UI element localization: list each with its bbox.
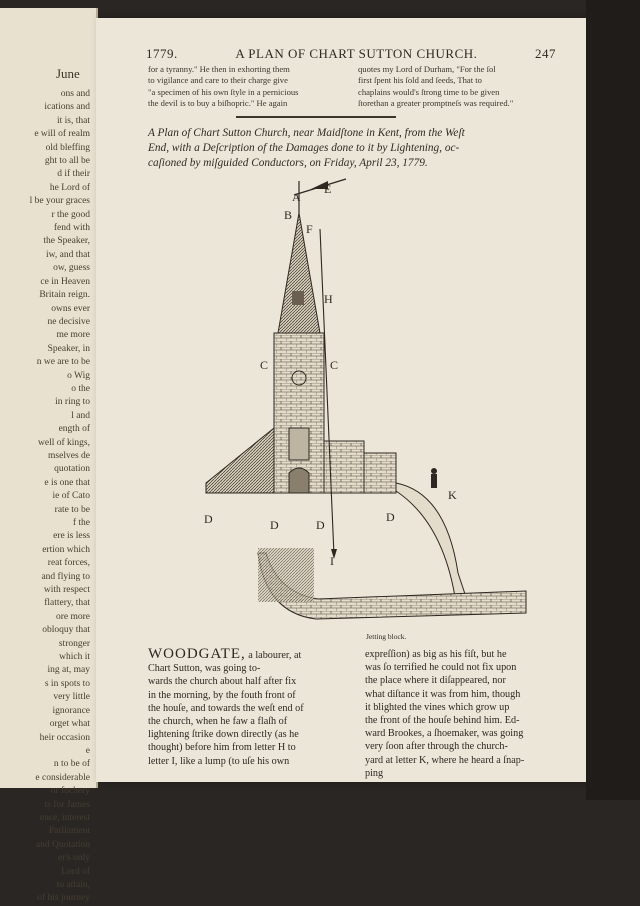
continued-text-line: ſtorethan a greater promptneſs was required." (358, 98, 514, 109)
continued-text-line: for a tyranny." He then in exhorting them (148, 64, 290, 74)
article-line: was ſo terrified he could not fix upon (365, 662, 517, 674)
first-line-rest: a labourer, at (245, 650, 302, 661)
wall-end (258, 548, 314, 602)
previous-page-line: ie of Cato (52, 491, 90, 502)
figure-caption (148, 126, 560, 171)
section-rule (236, 116, 396, 118)
previous-page-line: rate to be (54, 504, 90, 515)
article-line: the houſe, and towards the weſt end of (148, 702, 304, 714)
article-line: wards the church about half after fix (148, 676, 297, 688)
previous-page-line: e (85, 745, 90, 756)
previous-page-line: ght to all be (44, 156, 90, 167)
article-line: thought) before him from letter H to (148, 742, 296, 754)
page-year: 1779. (146, 46, 178, 61)
article-line: lightening ſtrike down directly (as he (148, 729, 299, 741)
previous-page-running-head: June (56, 66, 80, 81)
continued-text (148, 64, 558, 110)
previous-page-line: reat forces, (47, 558, 90, 569)
previous-page-line: quotation (54, 464, 90, 475)
article-line: what diſtance it was from him, though (365, 688, 521, 700)
article-line: ward Brookes, a ſhoemaker, was going (365, 728, 524, 740)
previous-page-line: the Speaker, (43, 236, 90, 247)
article-first-line (148, 648, 351, 662)
article-line: very ſoon after through the church- (365, 741, 508, 753)
previous-page-line: r the good (51, 209, 90, 220)
continued-text-line: "a specimen of his own ſtyle in a pernicious (148, 86, 299, 97)
previous-page-line: o the (71, 383, 90, 394)
weather-vane (294, 179, 346, 213)
jetting-block-label: Jetting block. (366, 632, 407, 641)
previous-page-line: it is, that (57, 115, 90, 126)
article-line: letter I, like a lump (to uſe his own (148, 755, 290, 767)
previous-page-line: s in spots to (44, 678, 90, 689)
label-d-4: D (386, 510, 395, 524)
previous-page-line: ts for James (44, 799, 90, 810)
previous-page-line: o Wig (67, 370, 90, 381)
continued-text-right-column (358, 64, 558, 110)
running-head (146, 46, 556, 62)
article-line: the place where it diſappeared, nor (365, 675, 506, 687)
previous-page-line: l and (71, 410, 90, 421)
article-line: the front of the houſe behind him. Ed- (365, 715, 520, 727)
label-b: B (284, 208, 293, 222)
previous-page-line: ow, guess (53, 263, 90, 274)
spire-louvre (292, 291, 304, 305)
previous-page-line: ing at, may (47, 665, 90, 676)
drop-cap-word: WOODGATE, (148, 646, 246, 662)
previous-page-line: ce in Heaven (40, 276, 90, 287)
article-text (148, 648, 568, 780)
previous-page-line: er's only (57, 853, 90, 864)
label-e: E (324, 182, 332, 196)
label-d-1: D (204, 512, 213, 526)
previous-page-line: me more (56, 330, 90, 341)
previous-page-line: ications and (44, 102, 90, 113)
previous-page-line: f the (72, 518, 90, 528)
previous-page-line: Parliament (48, 826, 90, 837)
previous-page-line: with respect (43, 585, 90, 596)
label-c-right: C (330, 358, 339, 372)
previous-page-line: to attain, (56, 879, 90, 890)
article-line: yard at letter K, where he heard a ſnap- (365, 754, 525, 766)
previous-page-line: n we are to be (36, 357, 90, 368)
previous-page-line: ere is less (53, 531, 90, 542)
article-line: Chart Sutton, was going to- (148, 663, 261, 675)
caption-line: A Plan of Chart Sutton Church, near Maidſtone in Kent, from the Weſt (148, 127, 465, 139)
label-h: H (324, 292, 333, 306)
continued-text-left-column (148, 64, 348, 110)
article-line: it blighted the vines which grow up (365, 701, 510, 713)
continued-text-line: to vigilance and care to their charge give (148, 75, 288, 86)
previous-page-line: of his journey (37, 893, 90, 904)
previous-page-line: mselves de (48, 450, 90, 461)
west-aisle (206, 428, 274, 493)
background-edge (586, 0, 640, 800)
churchyard-path (396, 483, 468, 603)
previous-page-line: orget what (49, 719, 90, 730)
page (96, 18, 586, 782)
caption-line: End, with a Deſcription of the Damages done to it by Lightening, oc- (148, 142, 460, 154)
previous-page-line: e will of realm (34, 129, 90, 140)
tower-window (289, 428, 309, 460)
previous-page-line: ength of (58, 424, 90, 435)
article-left-lines (148, 662, 351, 768)
continued-text-line: first ſpent his ſold and ſeeds, That to (358, 75, 482, 86)
previous-page-line: or fochery (50, 786, 90, 797)
caption-line: caſioned by miſguided Conductors, on Friday, April 23, 1779. (148, 157, 428, 169)
label-d-2: D (270, 518, 279, 532)
previous-page-line: l be your graces (29, 196, 90, 207)
previous-page-line: d if their (57, 169, 90, 180)
previous-page-line: ertion which (42, 544, 90, 555)
continued-text-line: the devil is to buy a biſhopric." He again (148, 98, 288, 109)
previous-page-line: ons and (60, 89, 90, 99)
previous-page-line: which it (59, 652, 90, 663)
previous-page-line: Britain reign. (39, 290, 90, 301)
previous-page-line: heir occasion (39, 732, 90, 743)
previous-page-line: he Lord of (49, 182, 90, 193)
previous-page-line: well of kings, (38, 437, 90, 448)
article-line: in the morning, by the fouth front of (148, 689, 296, 701)
page-title: A PLAN OF CHART SUTTON CHURCH. (235, 46, 478, 61)
label-i: I (330, 554, 334, 568)
church-engraving (196, 173, 536, 643)
previous-page-line: ne decisive (47, 316, 90, 327)
continued-text-line: chaplains would's ſtrong time to be given (358, 86, 500, 97)
previous-page-line: ignorance (52, 705, 90, 716)
previous-page-line: and flying to (41, 571, 90, 582)
previous-page-line: e is one that (44, 477, 90, 488)
label-f: F (306, 222, 313, 236)
previous-page-line: stronger (58, 638, 90, 649)
spire (278, 213, 320, 333)
previous-page-line: ence, interest (39, 812, 90, 823)
page-number: 247 (535, 46, 556, 61)
previous-page-line: ore more (55, 611, 90, 622)
label-a: A (292, 190, 301, 204)
previous-page-line: Lord of (61, 866, 90, 877)
article-line: ping (365, 767, 384, 779)
previous-page-line: fend with (53, 223, 90, 234)
porch (364, 453, 396, 493)
previous-page-line: iw, and that (46, 249, 90, 260)
article-line: expreſſion) as big as his fiſt, but he (365, 649, 507, 660)
article-line: the church, when he faw a flaſh of (148, 716, 288, 728)
previous-page-line: owns ever (51, 303, 90, 314)
previous-page-line: very little (53, 692, 90, 703)
previous-page-line: in ring to (55, 397, 90, 408)
previous-page-line: old bleffing (45, 142, 90, 153)
label-k: K (448, 488, 457, 502)
tower-door (289, 468, 309, 493)
article-right-column (365, 648, 568, 780)
previous-page-line: and Quotation (35, 839, 90, 850)
previous-page-line: flattery, that (44, 598, 90, 609)
label-c-left: C (260, 358, 269, 372)
previous-page-line: Speaker, in (47, 343, 90, 354)
previous-page-text (0, 88, 90, 906)
previous-page-line: e considerable (35, 772, 90, 783)
figure-man-at-k (431, 468, 437, 488)
article-left-column (148, 648, 351, 780)
previous-page-line: n to be of (53, 759, 90, 770)
previous-page (0, 8, 98, 904)
label-d-3: D (316, 518, 325, 532)
previous-page-line: obloquy that (42, 625, 90, 636)
continued-text-line: quotes my Lord of Durham, "For the ſol (358, 64, 496, 74)
